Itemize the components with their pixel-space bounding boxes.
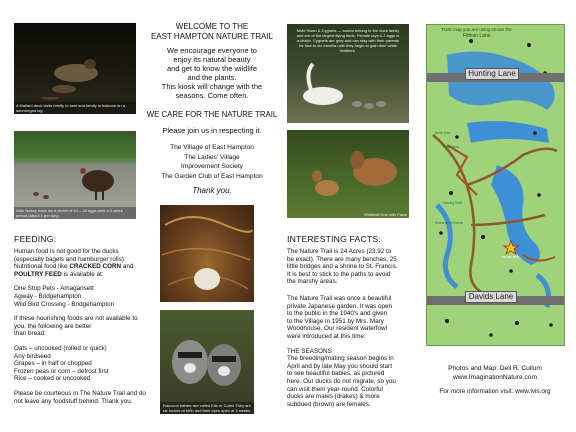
welcome-body: We encourage everyone to enjoy its natural beauty and get to know the wildlife and the plants. This kiosk will change with the seasons. Come often. xyxy=(161,46,263,100)
map-mark-rams: Rams Area xyxy=(443,145,459,149)
orgs-list: The Village of East Hampton The Ladies' Village Improvement Society The Garden Club of East Hampton xyxy=(161,144,263,180)
egg-nest-photo xyxy=(160,205,254,302)
welcome-title: WELCOME TO THE EAST HAMPTON NATURE TRAIL xyxy=(150,22,274,41)
feeding-text xyxy=(14,248,154,405)
cracked-corn: CRACKED CORN xyxy=(69,263,122,271)
poultry-feed: POULTRY FEED xyxy=(14,270,62,278)
closing-2: not leave any foodstuff behind. Thank you. xyxy=(14,397,133,405)
hunting-lane-label: Hunting Lane xyxy=(465,68,519,80)
map-title: Trails map you are using shows the Fithian Lane xyxy=(441,27,512,39)
feeding-intro-2: (especially bagels and hamburger rolls). xyxy=(14,255,126,263)
fawn-caption: Whitetail Doe with Fawn xyxy=(364,212,407,217)
feeding-intro-4: POULTRY FEED is available at: xyxy=(14,270,104,278)
alt-item-3: Grapes – in half or chopped xyxy=(14,360,92,368)
davids-lane-label: Davids Lane xyxy=(465,291,517,303)
facts-heading: INTERESTING FACTS: xyxy=(287,234,381,244)
store-2: Agway - Bridgehampton xyxy=(14,292,82,300)
turkey-illustration xyxy=(14,131,136,219)
more-info: For more information visit: www.lvis.org xyxy=(439,388,551,395)
care-body: Please join us in respecting it. xyxy=(162,126,262,135)
deer-illustration xyxy=(287,130,409,218)
raccoon-caption: Raccoon babies are called Kits or Cubs! They are six inches at birth and their eyes open at 3 weeks. xyxy=(160,402,254,414)
feeding-intro-3: Nutritional food like CRACKED CORN and xyxy=(14,263,134,271)
map-mark-view: Viewing Point xyxy=(443,201,463,205)
fawn-photo xyxy=(287,130,409,218)
trail-map xyxy=(426,24,565,346)
raccoon-photo xyxy=(160,310,254,414)
mallard-illustration xyxy=(14,23,136,114)
alt-item-4: Frozen peas or corn – defrost first xyxy=(14,367,109,375)
mallard-photo xyxy=(14,23,136,114)
mallard-caption: A Mallard duck visits briefly to nest and family to balance on a submerged log xyxy=(14,102,136,114)
alt-intro-1: If these nourishing foods are not available to xyxy=(14,315,138,323)
raccoon-illustration xyxy=(160,310,254,390)
store-1: One Stop Pets - Amagansett xyxy=(14,285,94,293)
store-3: Wild Bird Crossing - Bridgehampton xyxy=(14,300,115,308)
seasons-heading: THE SEASONS xyxy=(287,347,332,355)
feeding-intro-1: Human food is not good for the ducks xyxy=(14,248,119,255)
feeding-heading: FEEDING: xyxy=(14,234,57,244)
swan-photo xyxy=(287,24,409,123)
alt-item-1: Oats – uncooked (rolled or quick) xyxy=(14,344,107,352)
map-credit: Photos and Map: Dell R. Cullum www.ImaginationNature.com xyxy=(448,365,542,381)
alt-item-2: Any birdseed xyxy=(14,352,51,360)
facts-text: The Nature Trail is 24 Acres (23.92 to be exact). There are many benches, 25 little bridges and a shrine to St. Francis. It is best to stick to the paths to avoid the marshy areas. The Nature Trail was once a beautiful private Japanese garden. It was open to the public in the 1940's and given to the Village in 1951 by Mrs. Mary Woodhouse. Our resident waterfowl were introduced at this time. THE SEASONS The breeding/mating season begins in April and by late May you should start to see beautiful babies, as pictured here. Our ducks do not migrate, so you can visit them year-round. Colorful ducks are males (drakes) & more subdued (brown) are females. xyxy=(287,248,417,408)
alt-item-5: Rice – cooked or uncooked xyxy=(14,375,91,383)
alt-intro-2: you, the following are better xyxy=(14,322,92,330)
turkey-photo xyxy=(14,131,136,219)
closing-1: Please be courteous in The Nature Trail and do xyxy=(14,389,146,397)
swan-caption: Mute Swan & Cygnets — swans belong to the duck family and are of the largest flying birds. Female lays 4-7 eggs in a clutch. Cygnets are grey and can stay with their parents for four to six months until they begin to gain their white feathers. xyxy=(296,28,400,53)
map-mark-shrine: Shrine of St Francis xyxy=(435,221,463,225)
care-title: WE CARE FOR THE NATURE TRAIL xyxy=(146,110,278,119)
map-mark-north: North Area xyxy=(435,131,451,135)
turkey-caption: Wild Turkey have lay a clutch of 10 – 15 eggs over a 2-week period (about 1 per day) xyxy=(14,207,136,219)
thank-you: Thank you. xyxy=(192,186,232,195)
map-mark-here: You are here xyxy=(501,255,520,259)
alt-intro-3: than bread: xyxy=(14,330,46,338)
egg-illustration xyxy=(160,205,254,302)
